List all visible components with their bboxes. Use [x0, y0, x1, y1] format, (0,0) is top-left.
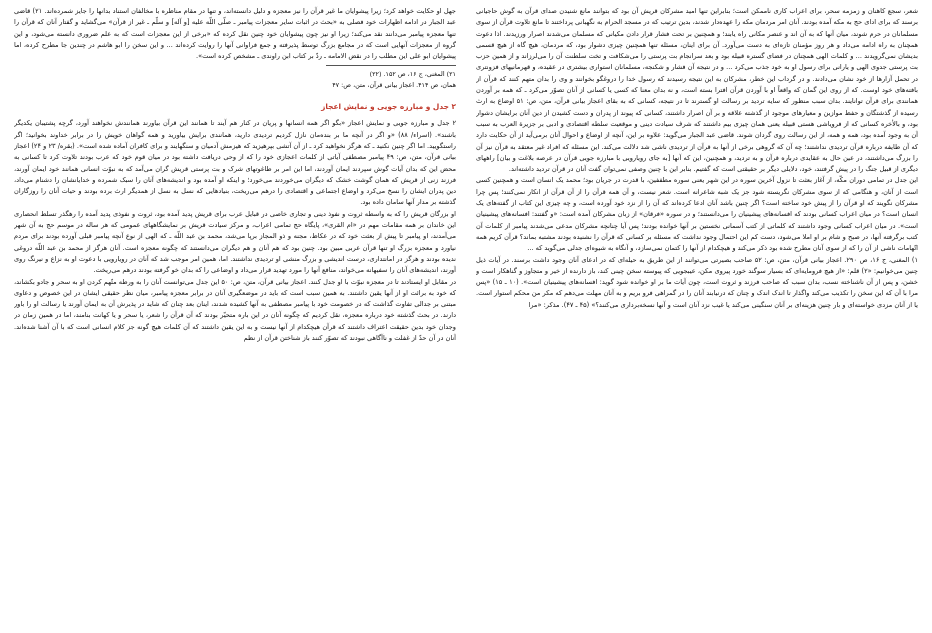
page-reference: همان، ص ۴۱۴. اعجاز بیانی قرآن، متن، ص: ۴۷ [332, 81, 456, 90]
section-heading: ۲ جدل و مبارزه جویی و نمایش اعجاز [321, 102, 456, 112]
footnote-divider [326, 65, 456, 66]
left-top-paragraph: جهل او حکایت خواهد کرد؛ زیرا پیشوایان ما غیر قرآن را نیز معجزه و دلیل دانسته‌اند، و تنها در مقام مناظره با مخالفان استناد بدانها را جایز شمرده‌اند. ۲۱) قاضی عبد الجبار در ادامه اظهارات خود فصلی به «بحث در اثبات سایر معجزات پیامبر ـ صلّی اللّه علیه [و آله] و سلّم ـ غیر از قرآن» می‌گشاید و گفتار آنان که قرآن را تنها معجزه پیامبر می‌دانند نقد می‌کند؛ زیرا او نیز چون پیشوایان خود چنین نقل کرده که «برخی از این معجزات است که به علم ضروری دانسته می‌شود، و این گروه از معجزات آنهایی است که در مجامع بزرگ توسط پذیرفته و جمع فراوانی آنها را روایت کرده‌اند ... و این سخن را ابو هاشم در چندین جا مطرح کرده، اما پیشوایان ابو علی این مطلب را در نقض الامامه ـ ردّ بر کتاب ابن راوندی ـ مشخص کرده است». [14, 7, 456, 61]
left-body-paragraph: ۲ جدل و مبارزه جویی و نمایش اعجاز «بگو اگر همه انسانها و پریان در کنار هم آیند تا همانند این قرآن بیاورند همانندش نخواهند آورد، گرچه پشتیبان یکدیگر باشند». (اسراء/ ۸۸) «و اگر در آنچه ما بر بنده‌مان نازل کردیم تردیدی دارید، همانندی برایش بیاورید و همه گواهان خویش را در برابر خداوند بخوانید؛ اگر راستگویید. اما اگر چنین نکنید ـ که هرگز نخواهید کرد ـ از آن آتشی بپرهیزید که هیزمش آدمیان و سنگهایند و برای کافران آماده شده است». (بقره/ ۲۳ و ۲۴) اعجاز بیانی قرآن، متن، ص: ۴۹ پیامبر مصطفی آیاتی از کلمات اعجازی خود را که از وحی دریافت داشته بود در میان قوم خود که عرب بودند تلاوت کرد تا کسانی به محض این که بدان آیات گوش سپردند ایمان آوردند، اما این امر بر طاغوتهای شرک و بت پرستی قریش گران می‌آمد که به نبوّت انسانی همانند خود ایمان آورند، فرزند زنی از قریش که همان گوشت خشک که دیگران می‌خوردند می‌خورد؛ و اینکه او آمده بود و اندیشه‌های آنان را سبک شمرده و خدایانشان را دشنام می‌داد، دین پدران ایشان را نسخ می‌کرد و اوضاع اجتماعی و اقتصادی را درهم می‌ریخت، بنیادهایی که نسل به نسل از همدیگر ارث برده بودند و حیات آنان را روزگاران گذشته بر مدار آنها سامان داده بود. [14, 119, 456, 207]
right-body-paragraph: این جدل در تمامی دوران مکّه، از آغاز بعثت تا نزول آخرین سوره در این شهر یعنی سوره مطففین، با قدرت در جریان بود؛ محمد یک انسان است و همچنین کسی است از آنان، و هنگامی که از سوی مشرکان نگریسته شود جز یک شبه شاعرانه است. شعر نیست، و آن همه قرآن را از آن قرآن از انکار نمی‌کنند؛ پس چرا مشرکان نگویند که او قرآن را از پیش خود ساخته است؟ اگر چنین باشد آنان ادعا کرده‌اند که آن را از نزد خود آورده است، و چه چیزی این کتاب از گفته‌های یک انسان است؟ در میان اعراب کسانی بودند که افسانه‌های پیشینیان را می‌دانستند؛ و در سوره «فرقان» از زبان مشرکان آمده است: «و گفتند: افسانه‌های پیشینیان است». در میان اعراب کسانی وجود داشتند که کلماتی از کتب آسمانی نخستین بر آنها خوانده بودند؛ پس آیا چنانچه مشرکان مدعی می‌شدند پیامبر از کلمات آن کتب برگرفته آنها، در صبح و شام بر او املا می‌شود، دست کم این احتمال وجود نداشت که مسئله بر کسانی که قرآن را نشنیده بودند مشتبه بماند؟ قرآن کریم همه اتّهامات ناشی از آن را که از سوی آنان مطرح شده بود ذکر می‌کند و هیچکدام از آنها را کتمان نمی‌سازد، و آنگاه به شیوه‌ای جدلی می‌گوید که ... [476, 176, 918, 253]
left-body-paragraph: در مقابل او ایستادند تا در معجزه نبوّت با او جدل کنند. اعجاز بیانی قرآن، متن، ص: ۵۰ این جدل می‌توانست آنان را به ورطه متّهم کردن او به سحر و جادو بکشاند، که خود به برائت او از آنها یقین داشتند. به همین سبب است که باید در موضعگیری آنان در برابر معجزه پیامبر، میان نظر حقیقی ایشان در این خصوص و دعاوی مبتنی بر جدالی تفاوت گذاشت که در خصومت خود با پیامبر مصطفی به آنها کشیده شدند، اینان بعد چنان که شاید در پذیرش آن به ایمان آورند یا رسالت او را باور دارند. در بحث گذشته خود درباره معجزه، نقل کردیم که چگونه آنان در این باره متحیّر بودند که آن قرآن را شعر، یا سحر و یا کهانت بنامند، اما در همین زمان در وجدان خود بدین حقیقت اعتراف داشتند که قرآن هیچکدام از آنها نیست و به این یقین داشتند که آن کلمات هیچ گونه جز کلام انسانی است که با آن آشنا شده‌اند. آنان در آن حدّ از غفلت و ناآگاهی نبودند که تصوّر کنند باز شناختن قرآن از نظم [14, 277, 456, 343]
right-body-paragraph: ۱) المغنی، ج ۱۶، ص ۲۹۰. اعجاز بیانی قرآن، متن، ص: ۵۲ صاحب بصیرتی می‌توانند از این طریق به حیله‌ای که در ادعای آنان وجود داشت برسند. در آیات ذیل چنین می‌خوانیم: «۲) قلم: «از هیچ فرومایه‌ای که بسیار سوگند خورد پیروی مکن، عیبجویی که پیوسته سخن چینی کند، باز دارنده از خیر و متجاوز و گناهکار است و خشن، و پس از آن ناشناخته نسب، بدان سبب که صاحب فرزند و ثروت است، چون آیات ما بر او خوانده شود گوید: افسانه‌های پیشینیان است». (۱۰ ـ ۱۵) «پس مرا با آن که این سخن را تکذیب می‌کند واگذار تا اندک اندک و چنان که درنیابند آنان را در گمراهی فرو بریم و به آنان مهلت می‌دهم که مکر من محکم استوار است. یا از آنان مزدی خواسته‌ای و بار چنین هزینه‌ای بر آنان سنگینی می‌کند یا غیب نزد آنان است و آنها نسخه‌برداری می‌کنند؟» (۴۵ ـ ۴۷). مذکر: «مرا [476, 255, 918, 309]
right-page [476, 6, 918, 626]
footnote: ۲۱) المغنی، ج ۱۶، ص ۱۵۲. (۲۲) [369, 70, 456, 79]
left-page [14, 6, 456, 626]
left-body-paragraph: او بزرگان قریش را که به واسطه ثروت و نفوذ دینی و تجاری خاصی در قبایل عرب برای قریش پدید آمده بود، ثروت و نفوذی پدید آمده را رهگذر تسلط انحصاری این خاندان بر همه مقامات مهم در «ام القری»، پایگاه حج تمامی اعراب، و مرکز سیادت قریش بر نمایشگاههای عمومی که هر ساله در موسم حج به آن شهر می‌آمدند، او پیامبر تا پیش از بعثت خود که در عکاظ، مجنه و ذو المجاز برپا می‌شد، محمد بن عبد اللّه ـ که الهی از نوع آنچه پیامبر قبلی آورده بودند برای مردم نیاورد و معجزه بزرگ او تنها قرآن عربی مبین بود. چنین بود که هم آنان و هم دیگران می‌دانستند که چگونه معجزه است. آنان هرگز از محمد بن عبد اللّه دروغی ندیده بودند و هرگز در امانتداری، درست اندیشی و بزرگ منشی او تردیدی نداشتند. اما، همین امر موجب شد که آنان در رویارویی با دعوت او به نزاع و نیرنگ روی آورند، اندیشه‌های آنان را سفیهانه می‌خواند، منافع آنها را مورد تهدید قرار می‌داد و اوضاعی را که بدان خو گرفته بودند درهم می‌ریخت. [14, 209, 456, 275]
right-body-paragraph: شعر، سجع کاهنان و زمزمه سحر، برای اعراب کاری ناممکن است؛ بنابراین تنها امید مشرکان قریش آن بود که بتوانند مانع شنیدن صدای قرآن به گوش حاجیانی برسند که برای ادای حج به مکه آمده بودند. آنان امر مردمان مکه را عهده‌دار شدند، بدین ترتیب که در مسجد الحرام به نگهبانی پرداختند تا مانع تلاوت قرآن از سوی مسلمانان در حرم شوند، میان آنها که به آن اند و عنصر مکانی راه یابند؛ و همچنین بر تحت فشار قرار دادن مکیانی که مسلمان می‌شدند اصرار ورزیدند. اذا دعوت همچنان به راه ادامه می‌داد و هر روز مؤمنان تازه‌ای به دست می‌آورد. آن برای اینان، مسئله تنها همچنین چیزی دشوار بود، که مردمان، هیچ گاه از هیچ قسمی بدیشان نمی‌گرویدند ... و کلمات الهی همچنان در فضای گستره قبیله بود و بعد سرانجام بت پرستی را می‌شکافت و تخت سلطنت آن را می‌لرزاند و از همین حزب بت پرستی جدوی الهی و یارانی برای رسول او به خود جذب می‌کرد ... و در نتیجه آن فشار و شکنجه، مسلمانان استواری بیشتری در عقیده، و قهرمانیهای فزونتری در تحمل آزارها از خود نشان می‌دادند. و در گرداب این خطر، مشرکان به این نتیجه رسیدند که رسول خدا را دروغگو بخوانند و وی را بدان متهم کنند که قرآن از بافته‌های خود اوست. که از روی این گمان که واقعاً او با آوردن قرآن افترا بسته است، و نه بدان معنا که کسی یا کسانی از آنان تصوّر می‌کرد ـ که همه بر آوردن همانندی برای قرآن توانایند. بدان سبب منظور که سایه تردید بر رسالت او گسترند تا در نتیجه، کسانی که به بقای اعجاز بیانی قرآن، متن، ص: ۵۱ اوضاع به ارث رسیده از گذشتگان و حفظ موازین و معیارهای موجود از گذشته علاقه و بر آن اصرار داشتند، کسانی که پیوند از پدران و دست کشیدن از دین آنان برایشان دشوار بود، و بالأخره کسانی که از فرویاشی هستی قبیله یعنی همان چیزی بیم داشتند که شرف سیادت دینی و موقعیت سلطه اقتصادی و ادبی بر جزیرة العرب به سبب آن به وجود آمده بود، همه و همه، از این رسالت روی گردان شوند. قاضی عبد الجبار می‌گوید: علاوه بر این، آنچه از اوضاع و احوال آنان برمی‌آید از آن حکایت دارد که آن طایفه درباره قرآن تردیدی نداشتند؛ چه آن که گروهی برخی از آنها به قرآن از تردیدی ناشی شد دلالت می‌کند. این مسئله که افراد غیر معتقد به قرآن نیز آن را بزرگ می‌داشتند، در عین حال به عقایدی درباره قرآن و به تردید، و همچنین، این که آنها [به جای رویارویی با مبارزه جویی قرآن در عرصه بلاغت و بیان] راههای دیگری از قبیل جنگ را در پیش گرفتند، خود، دلایلی دیگر بر حقیقتی است که گفتیم. بنابر این با چنین وصفی نمی‌توان گفت آنان در قرآن تردید داشته‌اند. [476, 7, 918, 174]
